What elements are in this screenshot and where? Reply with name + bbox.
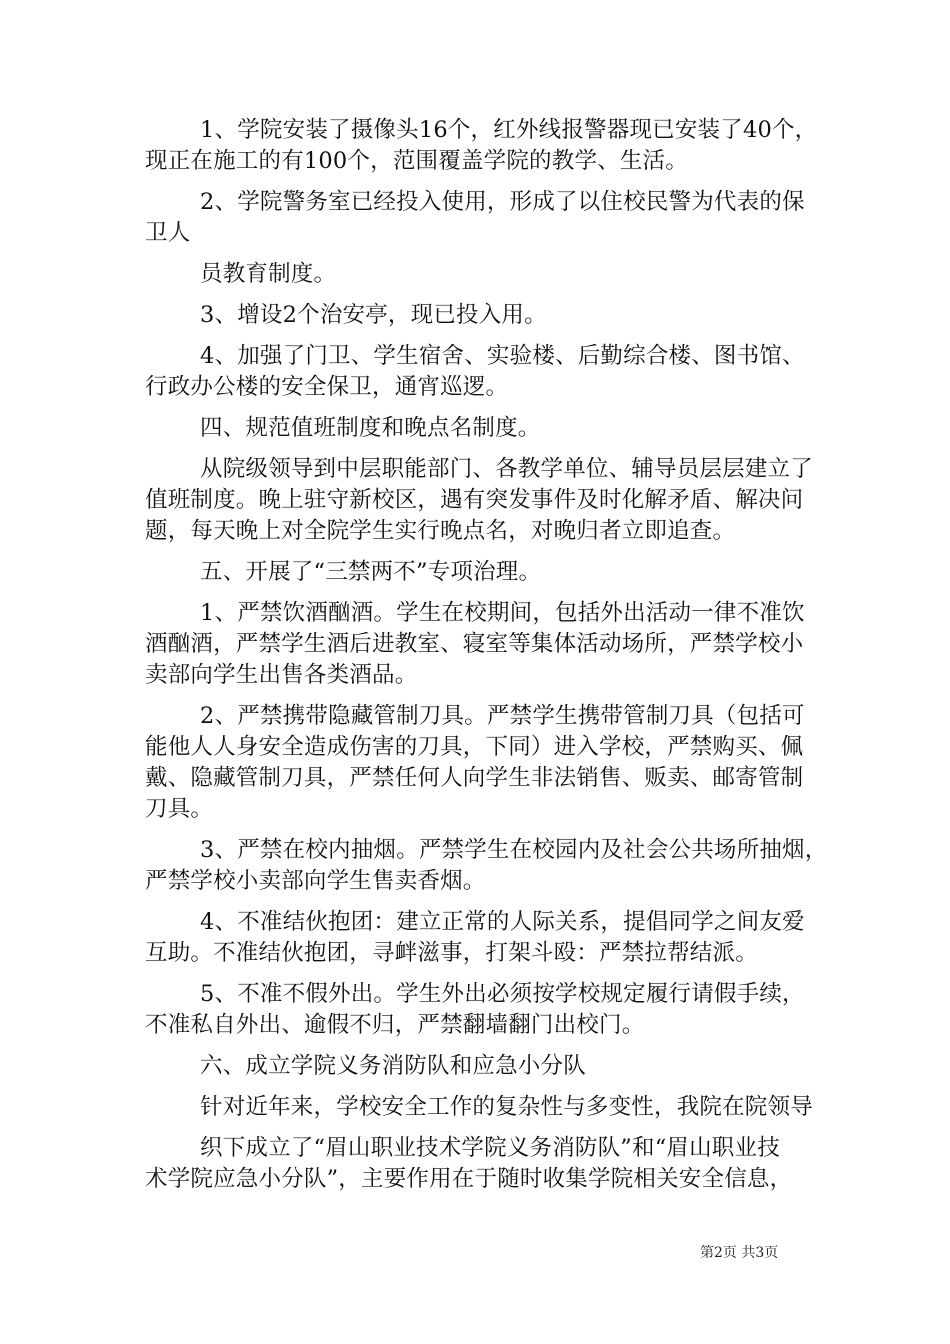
- text-line: 行政办公楼的安全保卫，通宵巡逻。: [145, 374, 509, 400]
- text-line: 员教育制度。: [200, 261, 337, 287]
- text-line: 六、成立学院义务消防队和应急小分队: [200, 1053, 586, 1079]
- text-line: 2、严禁携带隐藏管制刀具。严禁学生携带管制刀具（包括可: [200, 703, 805, 729]
- text-line: 值班制度。晚上驻守新校区，遇有突发事件及时化解矛盾、解决问: [145, 487, 804, 513]
- text-line: 现正在施工的有100个，范围覆盖学院的教学、生活。: [145, 148, 688, 174]
- text-line: 五、开展了“三禁两不”专项治理。: [200, 559, 542, 585]
- text-line: 2、学院警务室已经投入使用，形成了以住校民警为代表的保: [200, 189, 805, 215]
- text-line: 4、不准结伙抱团：建立正常的人际关系，提倡同学之间友爱: [200, 909, 805, 935]
- text-line: 3、严禁在校内抽烟。严禁学生在校园内及社会公共场所抽烟，: [200, 837, 828, 863]
- text-line: 题，每天晚上对全院学生实行晚点名，对晚归者立即追查。: [145, 518, 736, 544]
- text-line: 卖部向学生出售各类酒品。: [145, 662, 418, 688]
- text-line: 卫人: [145, 220, 191, 246]
- text-line: 戴、隐藏管制刀具，严禁任何人向学生非法销售、贩卖、邮寄管制: [145, 765, 804, 791]
- text-line: 酒酗酒，严禁学生酒后进教室、寝室等集体活动场所，严禁学校小: [145, 631, 804, 657]
- text-line: 四、规范值班制度和晚点名制度。: [200, 415, 541, 441]
- text-line: 能他人人身安全造成伤害的刀具，下同）进入学校，严禁购买、佩: [145, 734, 804, 760]
- page-number: 第2页 共3页: [700, 1245, 779, 1261]
- text-line: 从院级领导到中层职能部门、各教学单位、辅导员层层建立了: [200, 456, 813, 482]
- text-line: 严禁学校小卖部向学生售卖香烟。: [145, 868, 486, 894]
- text-line: 互助。不准结伙抱团，寻衅滋事，打架斗殴：严禁拉帮结派。: [145, 940, 758, 966]
- text-line: 针对近年来，学校安全工作的复杂性与多变性，我院在院领导: [200, 1094, 813, 1120]
- text-line: 织下成立了“眉山职业技术学院义务消防队”和“眉山职业技: [200, 1135, 780, 1161]
- text-line: 4、加强了门卫、学生宿舍、实验楼、后勤综合楼、图书馆、: [200, 343, 805, 369]
- text-line: 1、严禁饮酒酗酒。学生在校期间，包括外出活动一律不准饮: [200, 600, 805, 626]
- text-line: 1、学院安装了摄像头16个，红外线报警器现已安装了40个，: [200, 117, 818, 143]
- text-line: 5、不准不假外出。学生外出必须按学校规定履行请假手续，: [200, 981, 805, 1007]
- text-line: 3、增设2个治安亭，现已投入用。: [200, 302, 547, 328]
- text-line: 不准私自外出、逾假不归，严禁翻墙翻门出校门。: [145, 1012, 645, 1038]
- document-body: [145, 115, 835, 1195]
- text-line: 术学院应急小分队”，主要作用在于随时收集学院相关安全信息，: [145, 1166, 793, 1192]
- text-line: 刀具。: [145, 796, 214, 822]
